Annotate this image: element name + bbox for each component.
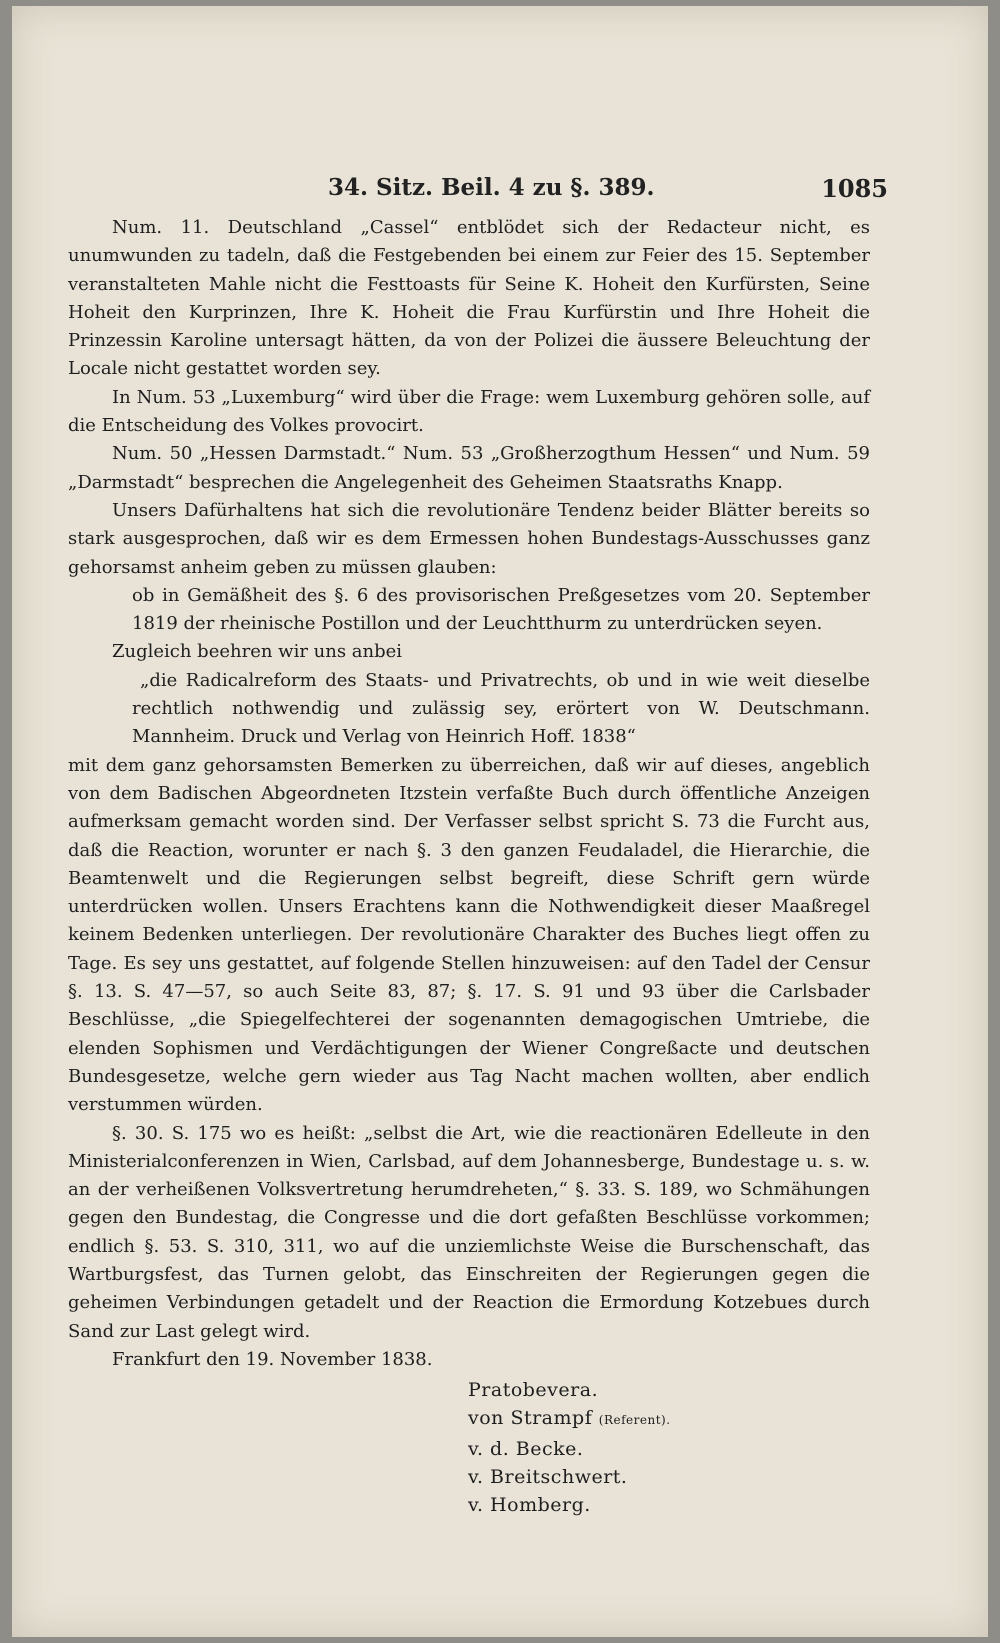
referent-note: (Referent). bbox=[598, 1413, 671, 1428]
book-title-quote: „die Radicalreform des Staats- und Privatrechts, ob und in wie weit dieselbe rechtlich nothwendig und zulässig sey, erörtert von W. Deutschmann. Mannheim. Druck und Verlag von Heinrich Hoff. 1838“ bbox=[132, 669, 870, 748]
running-head: 34. Sitz. Beil. 4 zu §. 389. bbox=[328, 174, 655, 201]
paragraph-zugleich: Zugleich beehren wir uns anbei bbox=[112, 641, 403, 663]
paragraph-cassel: Num. 11. Deutschland „Cassel“ entblödet sich der Redacteur nicht, es unumwunden zu tadeln, daß die Festgebenden bei einem zur Feier des 15. September veranstalteten Mahle nicht die Festtoasts für Seine K. Hoheit den Kurfürsten, Seine Hoheit den Kurprinzen, Ihre K. Hoheit die Frau Kurfürstin und Ihre Hoheit die Prinzessin Karoline untersagt hätten, da von der Polizei die äussere Beleuchtung der Locale nicht gestattet worden sey. bbox=[68, 217, 870, 380]
signature-becke: v. d. Becke. bbox=[468, 1437, 584, 1460]
signature-breitschwert: v. Breitschwert. bbox=[468, 1466, 628, 1489]
paragraph-luxemburg: In Num. 53 „Luxemburg“ wird über die Frage: wem Luxemburg gehören solle, auf die Entscheidung des Volkes provocirt. bbox=[68, 386, 870, 437]
proposal-text: ob in Gemäßheit des §. 6 des provisorischen Preßgesetzes vom 20. September 1819 der rheinische Postillon und der Leuchtthurm zu unterdrücken seyen. bbox=[132, 584, 870, 635]
signature-pratobevera: Pratobevera. bbox=[468, 1379, 599, 1402]
signature-strampf-name: von Strampf bbox=[468, 1407, 593, 1430]
page-header bbox=[308, 166, 888, 206]
body-text bbox=[68, 214, 870, 1520]
page-number: 1085 bbox=[821, 174, 888, 203]
paragraph-remarks: mit dem ganz gehorsamsten Bemerken zu überreichen, daß wir auf dieses, angeblich von dem Badischen Abgeordneten Itzstein verfaßte Buch durch öffentliche Anzeigen aufmerksam gemacht worden sind. Der Verfasser selbst spricht S. 73 die Furcht aus, daß die Reaction, worunter er nach §. 3 den ganzen Feudaladel, die Hierarchie, die Beamtenwelt und die Regierungen selbst begreift, diese Schrift gern würde unterdrücken wollen. Unsers Erachtens kann die Nothwendigkeit dieser Maaßregel keinem Bedenken unterliegen. Der revolutionäre Charakter des Buches liegt offen zu Tage. Es sey uns gestattet, auf folgende Stellen hinzuweisen: auf den Tadel der Censur §. 13. S. 47—57, so auch Seite 83, 87; §. 17. S. 91 und 93 über die Carlsbader Beschlüsse, „die Spiegelfechterei der sogenannten demagogischen Umtriebe, die elenden Sophismen und Verdächtigungen der Wiener Congreßacte und deutschen Bundesgesetze, welche gern wieder aus Tag Nacht machen wollten, aber endlich verstummen würden. bbox=[68, 754, 870, 1116]
paragraph-opinion: Unsers Dafürhaltens hat sich die revolutionäre Tendenz beider Blätter bereits so stark ausgesprochen, daß wir es dem Ermessen hohen Bundestags-Ausschusses ganz gehorsamst anheim geben zu müssen glauben: bbox=[68, 499, 870, 578]
date-line: Frankfurt den 19. November 1838. bbox=[112, 1348, 433, 1370]
paragraph-section30: §. 30. S. 175 wo es heißt: „selbst die Art, wie die reactionären Edelleute in den Ministerialconferenzen in Wien, Carlsbad, auf dem Johannesberge, Bundestage u. s. w. an der verheißenen Volksvertretung herumdreheten,“ §. 33. S. 189, wo Schmähungen gegen den Bundestag, die Congresse und die dort gefaßten Beschlüsse vorkommen; endlich §. 53. S. 310, 311, wo auf die unziemlichste Weise die Burschenschaft, das Wartburgsfest, das Turnen gelobt, das Einschreiten der Regierungen gegen die geheimen Verbindungen getadelt und der Reaction die Ermordung Kotzebues durch Sand zur Last gelegt wird. bbox=[68, 1122, 870, 1342]
signature-homberg: v. Homberg. bbox=[468, 1494, 591, 1517]
paragraph-hessen: Num. 50 „Hessen Darmstadt.“ Num. 53 „Großherzogthum Hessen“ und Num. 59 „Darmstadt“ besprechen die Angelegenheit des Geheimen Staatsraths Knapp. bbox=[68, 443, 870, 493]
document-page bbox=[12, 6, 988, 1637]
signature-strampf bbox=[68, 1404, 870, 1434]
